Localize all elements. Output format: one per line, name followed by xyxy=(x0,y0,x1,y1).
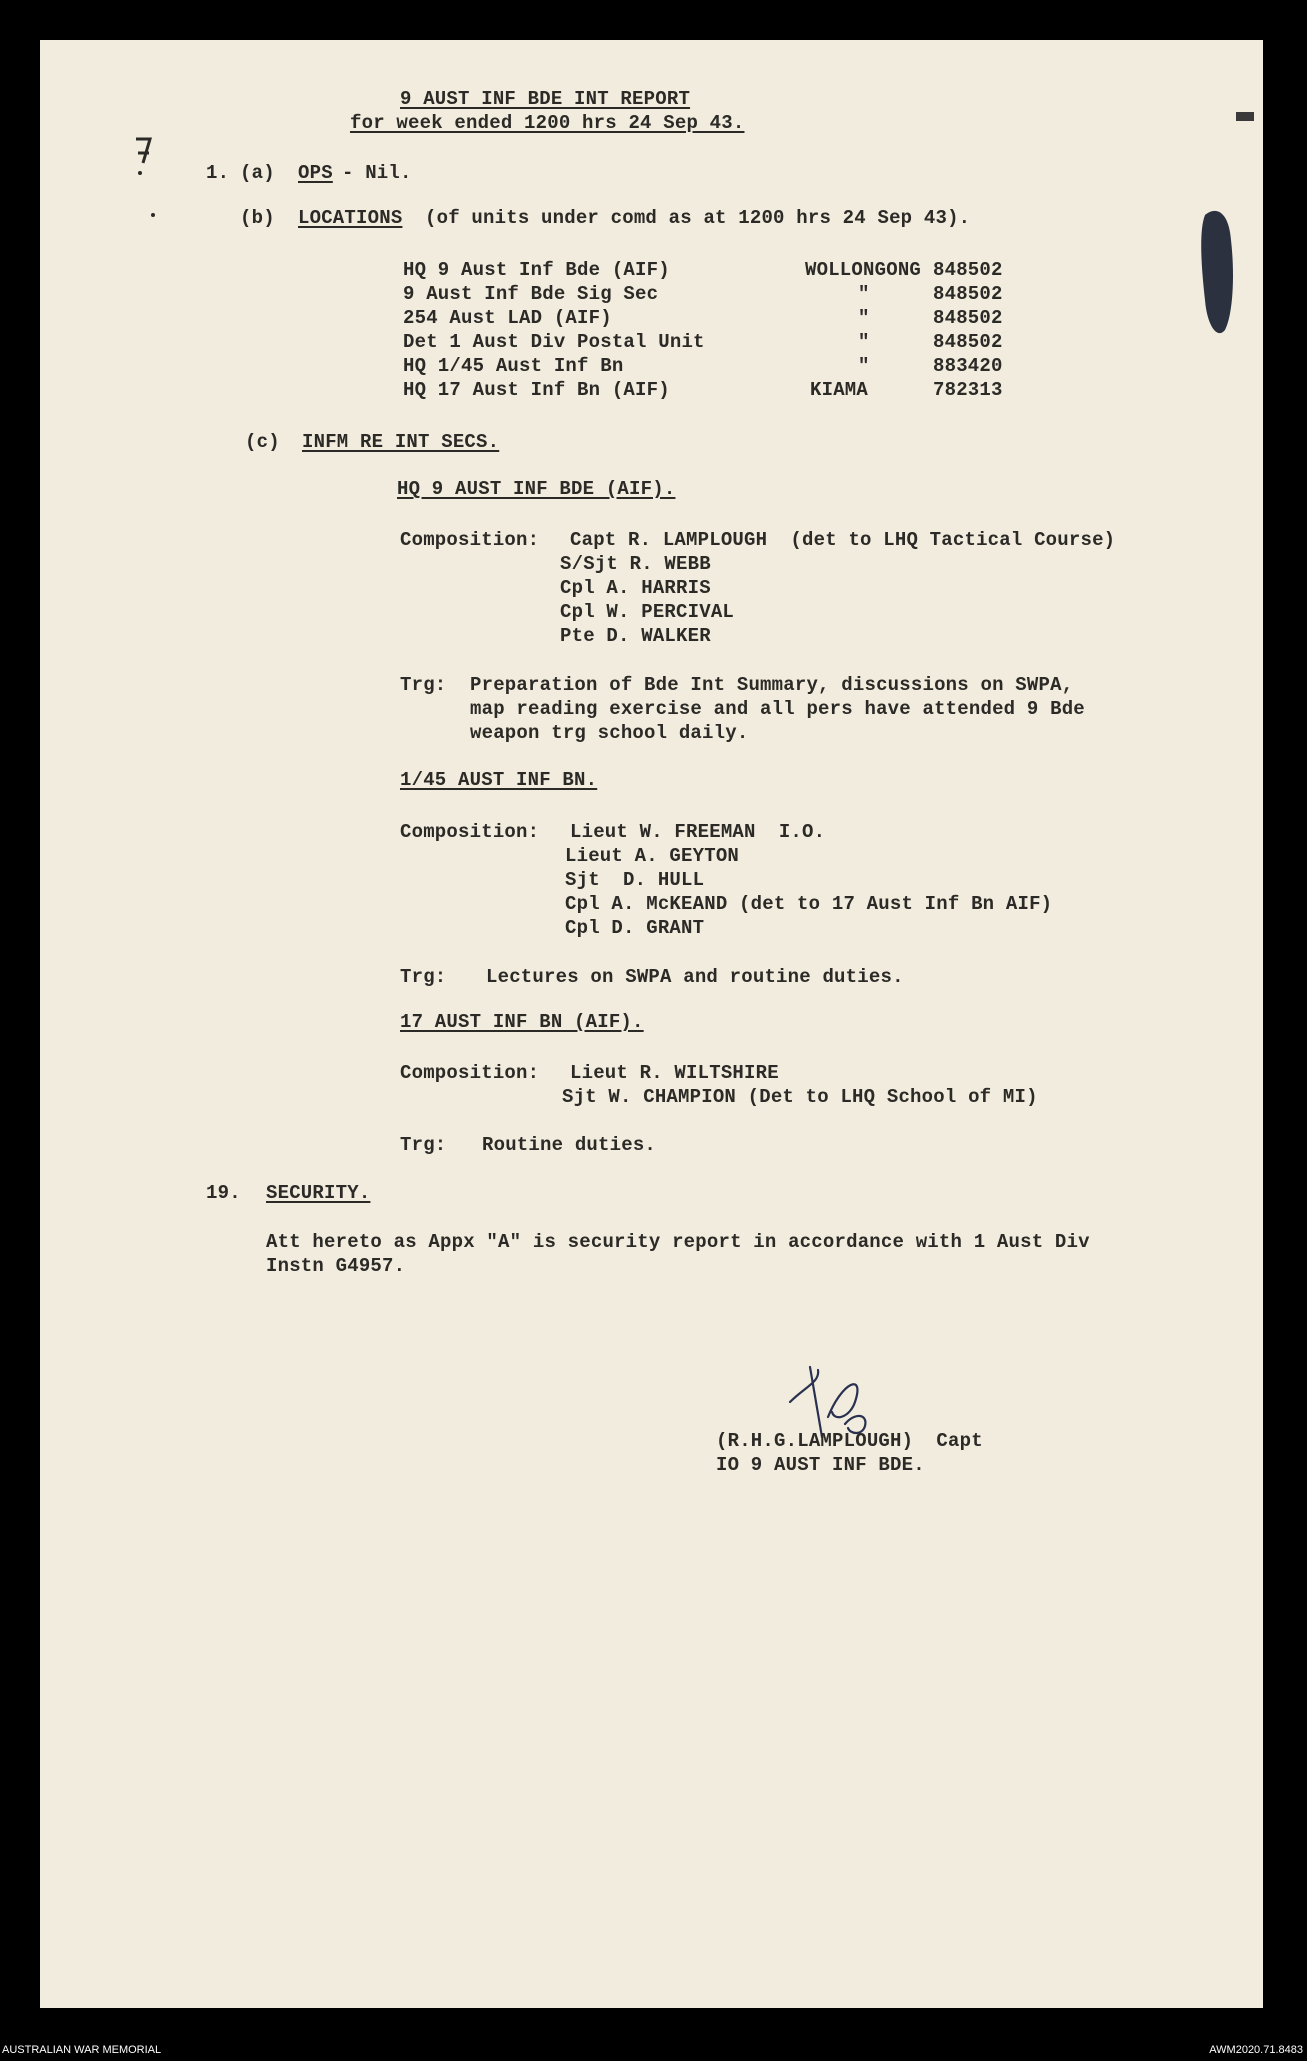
security-text-line: Att hereto as Appx "A" is security report in accordance with 1 Aust Div xyxy=(266,1231,1090,1253)
location-unit: Det 1 Aust Div Postal Unit xyxy=(403,331,705,353)
composition-line: Cpl W. PERCIVAL xyxy=(560,601,735,623)
ops-heading: OPS xyxy=(298,162,333,184)
int-secs-heading: INFM RE INT SECS. xyxy=(302,431,500,453)
location-place: " xyxy=(858,355,870,377)
location-ref: 848502 xyxy=(933,283,1003,305)
item-a-label: (a) xyxy=(240,162,275,184)
locations-text: (of units under comd as at 1200 hrs 24 Sep 43). xyxy=(425,207,971,229)
composition-line: Lieut A. GEYTON xyxy=(565,845,740,867)
section-1-number: 1. xyxy=(206,162,230,184)
composition-label: Composition: xyxy=(400,1062,540,1084)
composition-line: S/Sjt R. WEBB xyxy=(560,553,711,575)
footer-accession-number: AWM2020.71.8483 xyxy=(1209,2044,1303,2056)
composition-line: Cpl A. HARRIS xyxy=(560,577,711,599)
composition-label: Composition: xyxy=(400,529,540,551)
composition-line: Sjt D. HULL xyxy=(565,869,705,891)
composition-label: Composition: xyxy=(400,821,540,843)
report-title: 9 AUST INF BDE INT REPORT xyxy=(400,88,691,110)
location-place: " xyxy=(858,307,870,329)
security-text-line: Instn G4957. xyxy=(266,1255,406,1277)
report-subtitle: for week ended 1200 hrs 24 Sep 43. xyxy=(350,112,745,134)
location-ref: 848502 xyxy=(933,307,1003,329)
location-unit: HQ 1/45 Aust Inf Bn xyxy=(403,355,624,377)
section-19-number: 19. xyxy=(206,1182,241,1204)
ink-mark xyxy=(130,135,160,220)
training-line: Lectures on SWPA and routine duties. xyxy=(486,966,904,988)
location-place: " xyxy=(858,331,870,353)
location-unit: 9 Aust Inf Bde Sig Sec xyxy=(403,283,659,305)
location-ref: 848502 xyxy=(933,331,1003,353)
composition-line: Lieut R. WILTSHIRE xyxy=(570,1062,779,1084)
training-label: Trg: xyxy=(400,674,447,696)
composition-line: Pte D. WALKER xyxy=(560,625,711,647)
locations-heading: LOCATIONS xyxy=(298,207,403,229)
location-place: " xyxy=(858,283,870,305)
location-ref: 782313 xyxy=(933,379,1003,401)
unit-heading: 17 AUST INF BN (AIF). xyxy=(400,1011,644,1033)
security-heading: SECURITY. xyxy=(266,1182,371,1204)
item-b-label: (b) xyxy=(240,207,275,229)
location-place: WOLLONGONG xyxy=(805,259,922,281)
training-line: Preparation of Bde Int Summary, discussions on SWPA, xyxy=(470,674,1074,696)
training-line: weapon trg school daily. xyxy=(470,722,749,744)
composition-line: Cpl A. McKEAND (det to 17 Aust Inf Bn AIF) xyxy=(565,893,1053,915)
composition-line: Cpl D. GRANT xyxy=(565,917,705,939)
location-unit: 254 Aust LAD (AIF) xyxy=(403,307,612,329)
composition-line: Capt R. LAMPLOUGH (det to LHQ Tactical Course) xyxy=(570,529,1116,551)
location-ref: 848502 xyxy=(933,259,1003,281)
item-c-label: (c) xyxy=(245,431,280,453)
signatory-appointment: IO 9 AUST INF BDE. xyxy=(716,1454,925,1476)
composition-line: Sjt W. CHAMPION (Det to LHQ School of MI) xyxy=(562,1086,1038,1108)
unit-heading: 1/45 AUST INF BN. xyxy=(400,769,598,791)
location-unit: HQ 17 Aust Inf Bn (AIF) xyxy=(403,379,670,401)
location-unit: HQ 9 Aust Inf Bde (AIF) xyxy=(403,259,670,281)
training-line: Routine duties. xyxy=(482,1134,657,1156)
training-label: Trg: xyxy=(400,1134,447,1156)
composition-line: Lieut W. FREEMAN I.O. xyxy=(570,821,826,843)
ops-text: - Nil. xyxy=(342,162,412,184)
document-page xyxy=(40,40,1263,2008)
ink-blot xyxy=(1195,205,1240,340)
unit-heading: HQ 9 AUST INF BDE (AIF). xyxy=(397,478,676,500)
training-label: Trg: xyxy=(400,966,447,988)
signatory-name: (R.H.G.LAMPLOUGH) Capt xyxy=(716,1430,983,1452)
location-place: KIAMA xyxy=(810,379,869,401)
footer-credit: AUSTRALIAN WAR MEMORIAL xyxy=(2,2044,162,2056)
location-ref: 883420 xyxy=(933,355,1003,377)
punch-hole-mark xyxy=(1236,112,1254,121)
training-line: map reading exercise and all pers have attended 9 Bde xyxy=(470,698,1085,720)
